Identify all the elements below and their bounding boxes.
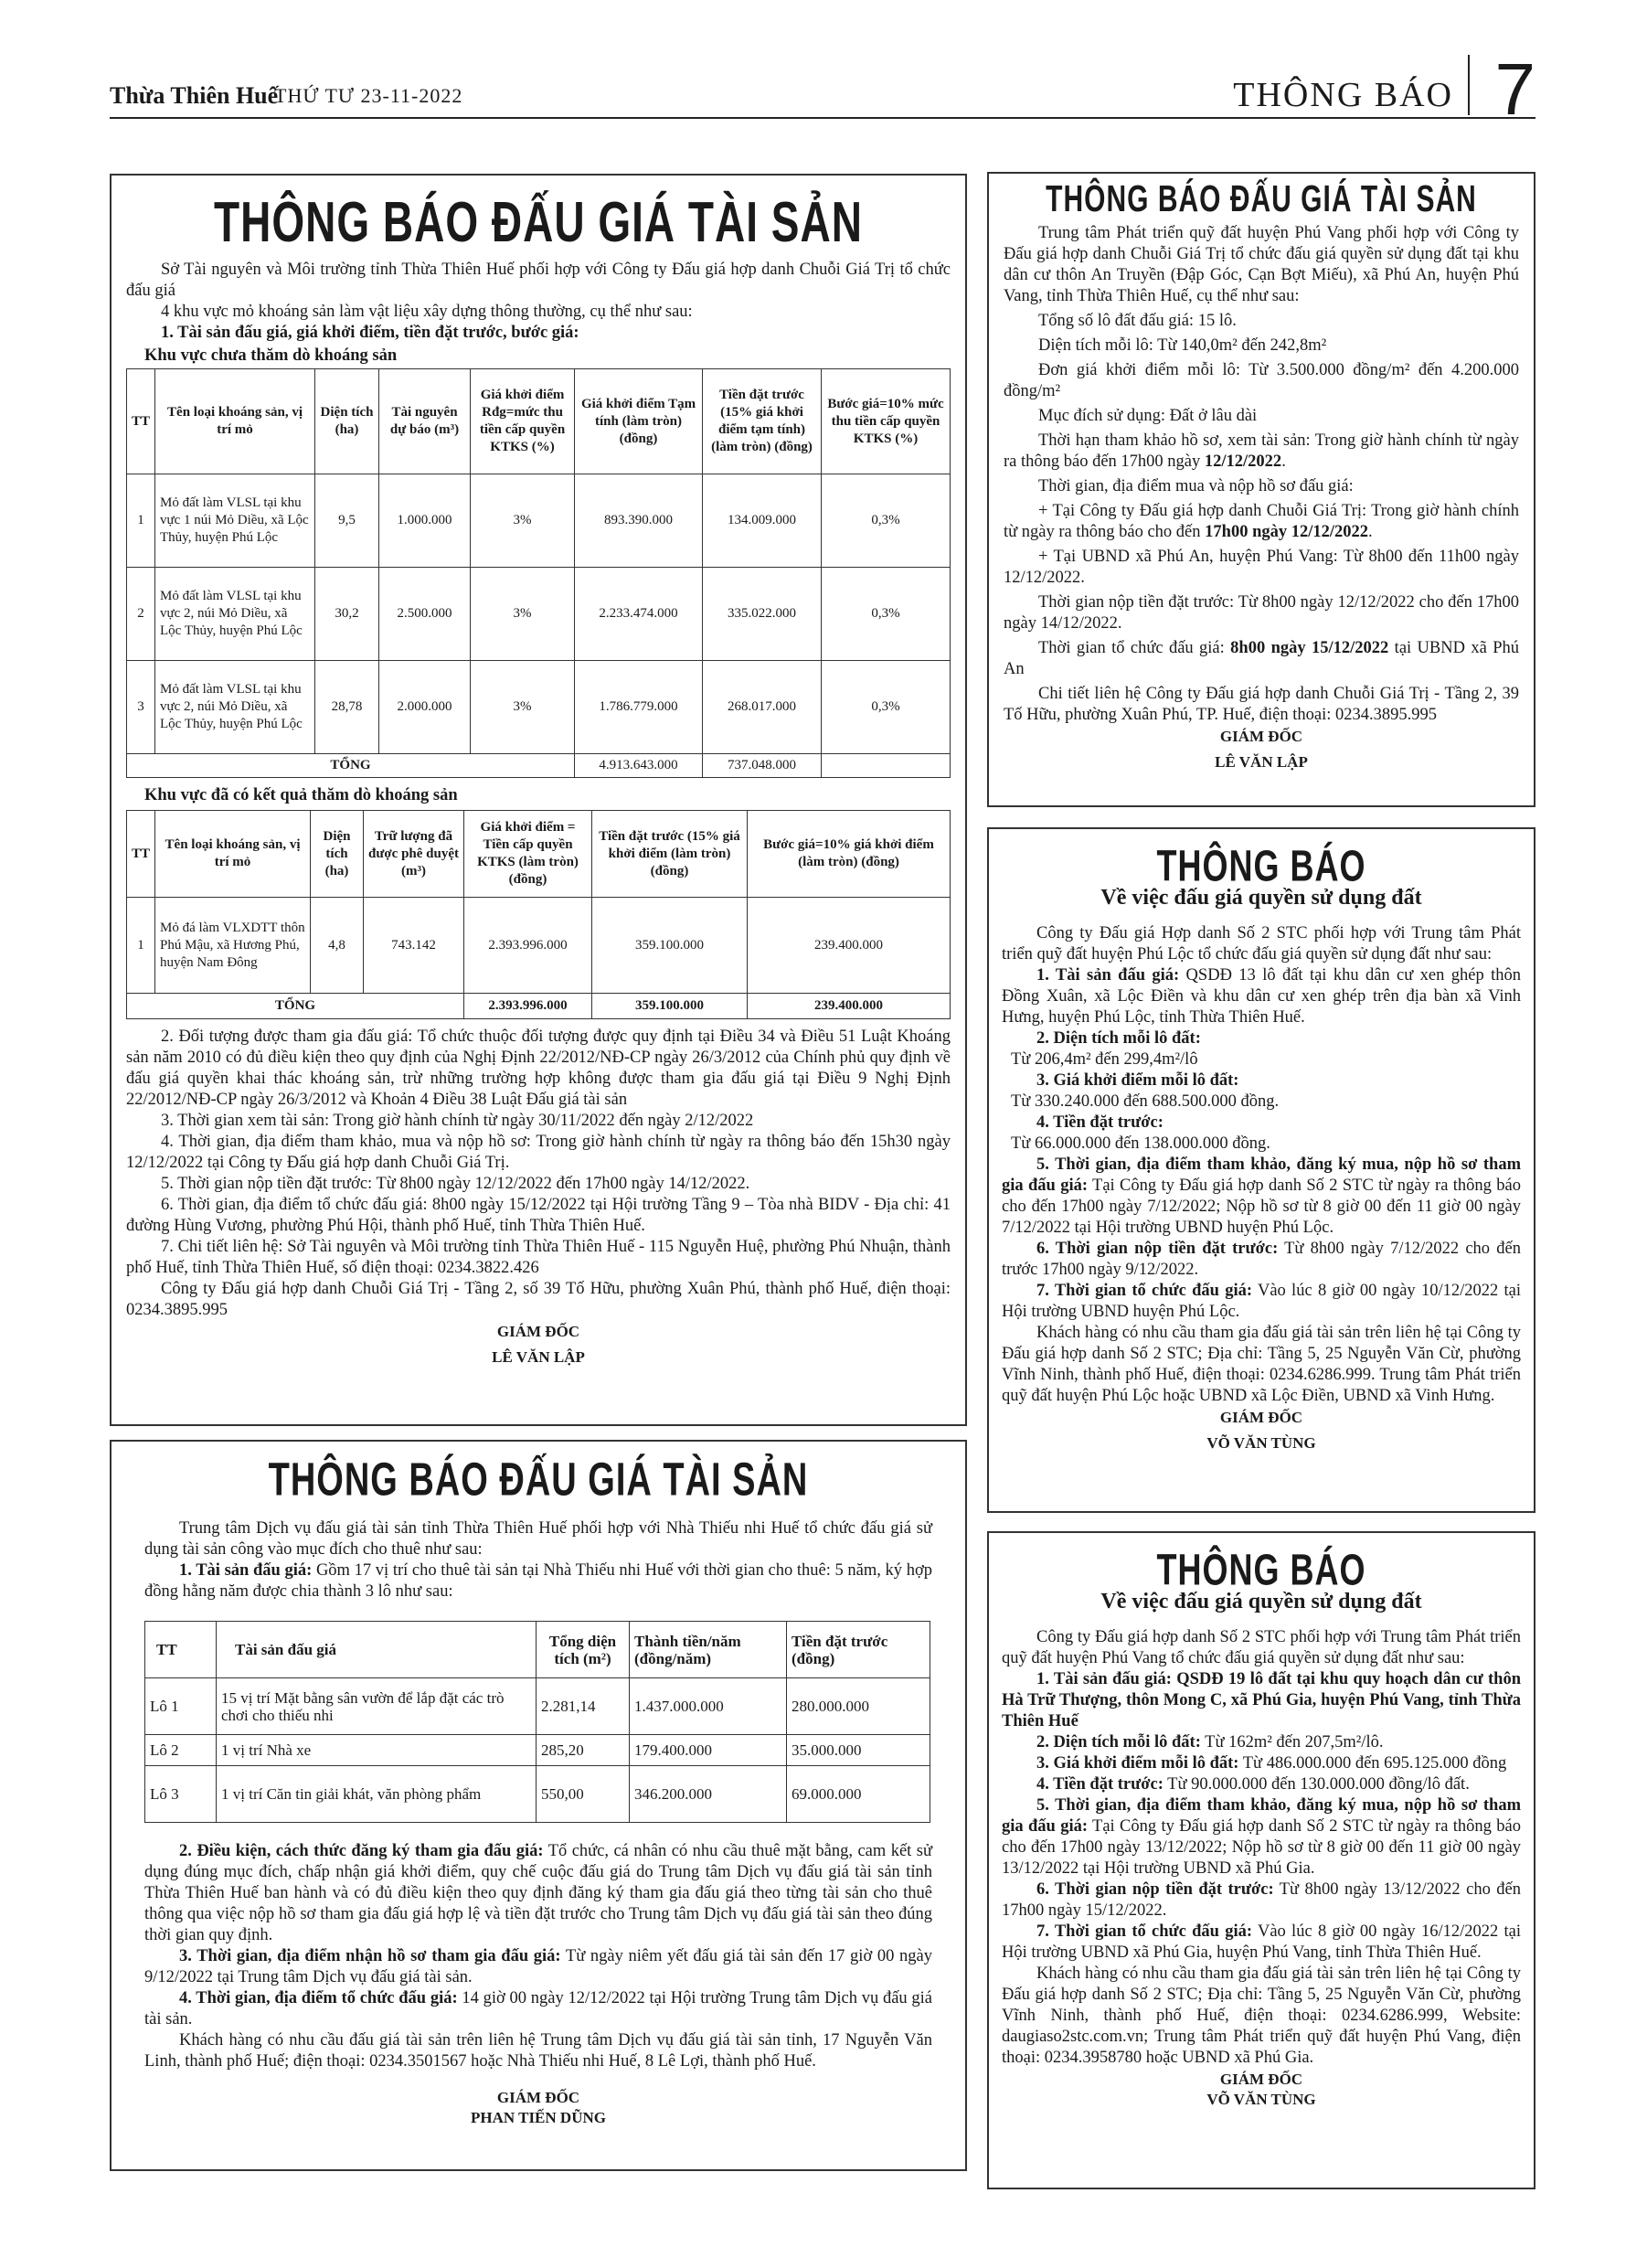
notice-rental-auction [110,1440,967,2171]
table-cell: 2.000.000 [379,661,471,754]
table-header: TT [145,1622,217,1678]
table-cell: Mỏ đá làm VLXDTT thôn Phú Mậu, xã Hương Phú, huyện Nam Đông [155,898,311,994]
table-header-row [127,369,951,474]
table-cell: 346.200.000 [630,1766,787,1823]
table-cell: 1 vị trí Căn tin giải khát, văn phòng phẩm [217,1766,537,1823]
notice-item [1002,1239,1521,1281]
table-cell: 30,2 [315,568,379,661]
item-label: 2. Điều kiện, cách thức đăng ký tham gia đấu giá: [179,1842,544,1860]
notice-intro: Trung tâm Phát triển quỹ đất huyện Phú Vang phối hợp với Công ty Đấu giá hợp danh Chuỗi Giá Trị tổ chức đấu giá quyền sử dụng đất tại khu dân cư thôn An Truyền (Đập Góc, Cạn Bợt Miếu), xã Phú An, huyện Phú Vang, tỉnh Thừa Thiên Huế, cụ thể như sau: [1004,224,1519,305]
notice-subtitle: Về việc đấu giá quyền sử dụng đất [1100,1590,1422,1613]
table-header: Bước giá=10% mức thu tiền cấp quyền KTKS (%) [822,369,951,474]
signature-role: GIÁM ĐỐC [496,1323,580,1340]
notice-mineral-auction [110,174,967,1426]
total-label: TỔNG [127,754,575,778]
total-label: TỔNG [127,994,464,1019]
table-cell: 1.437.000.000 [630,1678,787,1735]
signature-name: PHAN TIẾN DŨNG [471,2109,606,2126]
table-cell: 3 [127,661,155,754]
area-label-explored: Khu vực đã có kết quả thăm dò khoáng sản [144,786,458,804]
page-number: 7 [1494,48,1535,130]
notice-item [1002,1774,1521,1795]
explored-mine-table [126,810,951,1019]
table-header: Giá khởi điểm = Tiền cấp quyền KTKS (làm tròn) (đồng) [464,811,592,898]
item-label: 7. Thời gian tổ chức đấu giá: [1036,1922,1253,1941]
table-cell: Mỏ đất làm VLSL tại khu vực 2, núi Mỏ Diều, xã Lộc Thủy, huyện Phú Lộc [155,661,315,754]
text: + Tại Công ty Đấu giá hợp danh Chuỗi Giá Trị: Trong giờ hành chính từ ngày ra thông báo cho đến [1004,502,1519,541]
signature-role: GIÁM ĐỐC [1219,728,1303,745]
item-label: 4. Tiền đặt trước: [1036,1775,1164,1794]
table-header: Tên loại khoáng sản, vị trí mỏ [155,811,311,898]
text: . [1368,523,1373,541]
table-cell: 179.400.000 [630,1735,787,1766]
table-cell: 1.000.000 [379,474,471,568]
table-cell: 2.281,14 [537,1678,630,1735]
table-cell: 1.786.779.000 [575,661,703,754]
table-cell: 4,8 [311,898,364,994]
area-label-unexplored: Khu vực chưa thăm dò khoáng sản [144,346,398,365]
item-label: 7. Thời gian tổ chức đấu giá: [1036,1282,1253,1300]
table-header: Giá khởi điểm Tạm tính (làm tròn) (đồng) [575,369,703,474]
notice-paragraph: Đơn giá khởi điểm mỗi lô: Từ 3.500.000 đồng/m² đến 4.200.000 đồng/m² [1004,361,1519,400]
table-cell: Lô 2 [145,1735,217,1766]
table-header: Diện tích (ha) [315,369,379,474]
notice-contact: Khách hàng có nhu cầu tham gia đấu giá tài sản trên liên hệ tại Công ty Đấu giá hợp danh Số 2 STC; Địa chỉ: Tầng 5, 25 Nguyễn Văn Cừ, phường Vĩnh Ninh, thành phố Huế, điện thoại: 0234.6286.999, Website: daugiaso2stc.com.vn; Trung tâm Phát triển quỹ đất huyện Phú Vang, điện thoại: 0234.3958780 hoặc UBND xã Phú Gia. [1002,1965,1521,2067]
table-cell: Lô 1 [145,1678,217,1735]
signature-name: VÕ VĂN TÙNG [1206,1434,1316,1452]
table-header: Thành tiền/năm (đồng/năm) [630,1622,787,1678]
table-header: Tài nguyên dự báo (m³) [379,369,471,474]
table-cell: 35.000.000 [787,1735,930,1766]
signature-role: GIÁM ĐỐC [1219,2071,1303,2088]
table-cell: 3% [471,568,575,661]
notice-item [144,1946,932,1988]
notice-contact: Khách hàng có nhu cầu đấu giá tài sản trên liên hệ Trung tâm Dịch vụ đấu giá tài sản tỉnh, 17 Nguyễn Văn Linh, thành phố Huế; điện thoại: 0234.3501567 hoặc Nhà Thiếu nhi Huế, 8 Lê Lợi, thành phố Huế. [144,2031,932,2071]
notice-item [1002,1879,1521,1922]
paper-name: Thừa Thiên Huế [110,82,279,109]
table-header: TT [127,811,155,898]
item-text: Vào lúc 8 giờ 00 ngày 10/12/2022 tại Hội trường UBND huyện Phú Lộc. [1002,1282,1521,1321]
notice-intro: Trung tâm Dịch vụ đấu giá tài sản tỉnh Thừa Thiên Huế phối hợp với Nhà Thiếu nhi Huế tổ chức đấu giá sử dụng tài sản công vào mục đích cho thuê như sau: [144,1519,932,1559]
signature-name: VÕ VĂN TÙNG [1206,2091,1316,2108]
table-header: Tiền đặt trước (15% giá khởi điểm tạm tính) (làm tròn) (đồng) [703,369,822,474]
item-label: 3. Giá khởi điểm mỗi lô đất: [1036,1071,1239,1090]
notice-paragraph: Tổng số lô đất đấu giá: 15 lô. [1038,312,1237,330]
notice-paragraph [1004,431,1519,473]
notice-phu-an-land-auction [987,172,1535,807]
notice-item [1002,1753,1521,1774]
table-row [127,568,951,661]
notice-paragraph: Thời gian nộp tiền đặt trước: Từ 8h00 ngày 12/12/2022 cho đến 17h00 ngày 14/12/2022. [1004,593,1519,633]
item-text: QSDĐ 13 lô đất tại khu dân cư xen ghép thôn Đồng Xuân, xã Lộc Điền và khu dân cư xen ghép trên địa bàn xã Vinh Hưng, huyện Phú Lộc, tỉnh Thừa Thiên Huế. [1002,966,1521,1027]
item-text: Tại Công ty Đấu giá hợp danh Số 2 STC từ ngày ra thông báo cho đến 17h00 ngày 7/12/2022; Nộp hồ sơ từ 8 giờ 00 đến 11 giờ 00 ngày 7/12/2022 tại Hội trường UBND huyện Phú Lộc. [1002,1177,1521,1237]
notice-item: 2. Đối tượng được tham gia đấu giá: Tổ chức thuộc đối tượng được quy định tại Điều 34 và Điều 51 Luật Khoáng sản năm 2010 có đủ điều kiện theo quy định của Nghị Định 22/2012/NĐ-CP ngày 26/3/2012 của Chính phủ quy định về đấu giá quyền khai thác khoáng sản, trừ những trường hợp không được tham gia đấu giá tại Điều 9 Nghị Định 22/2012/NĐ-CP ngày 26/3/2012 và Khoản 4 Điều 38 Luật Đấu giá tài sản [126,1028,951,1109]
table-header: Tiền đặt trước (15% giá khởi điểm (làm tròn) (đồng) [592,811,748,898]
table-header: Bước giá=10% giá khởi điểm (làm tròn) (đồng) [748,811,951,898]
table-header: TT [127,369,155,474]
table-cell: 335.022.000 [703,568,822,661]
signature-role: GIÁM ĐỐC [496,2089,580,2106]
item-label: 1. Tài sản đấu giá: QSDĐ 19 lô đất tại khu quy hoạch dân cư thôn Hà Trữ Thượng, thôn Mong C, xã Phú Gia, huyện Phú Vang, tỉnh Thừa Thiên Huế [1002,1670,1521,1730]
rental-lots-table [144,1621,930,1823]
table-cell: 1 [127,474,155,568]
table-row [127,474,951,568]
item-label: 5. Thời gian, địa điểm tham khảo, đăng ký mua, nộp hồ sơ tham gia đấu giá: [1002,1796,1521,1836]
item-text: Tại Công ty Đấu giá hợp danh Số 2 STC từ ngày ra thông báo cho đến 17h00 ngày 13/12/2022; Nộp hồ sơ từ 8 giờ 00 đến 11 giờ 00 ngày 13/12/2022 tại Hội trường UBND xã Phú Gia. [1002,1817,1521,1878]
text-bold: 8h00 ngày 15/12/2022 [1230,639,1389,657]
item-text: Từ 206,4m² đến 299,4m²/lô [1011,1050,1198,1069]
total-start-price: 2.393.996.000 [464,994,592,1019]
table-cell: 1 [127,898,155,994]
table-cell: 743.142 [364,898,464,994]
table-cell: 2 [127,568,155,661]
text: Thời gian tổ chức đấu giá: [1038,639,1231,657]
item-label: 3. Giá khởi điểm mỗi lô đất: [1036,1754,1239,1773]
notice-item [144,1841,932,1946]
unexplored-mines-table [126,368,951,778]
item-text: Từ ngày niêm yết đấu giá tài sản đến 17 giờ 00 ngày 9/12/2022 tại Trung tâm Dịch vụ đấu giá tài sản. [144,1947,933,1986]
notice-intro: Công ty Đấu giá hợp danh Số 2 STC phối hợp với Trung tâm Phát triển quỹ đất huyện Phú Vang tổ chức đấu giá quyền sử dụng đất như sau: [1002,1628,1521,1667]
table-header: Giá khởi điểm Rđg=mức thu tiền cấp quyền KTKS (%) [471,369,575,474]
table-row [127,661,951,754]
table-cell: 239.400.000 [748,898,951,994]
notice-item [1002,965,1521,1028]
notice-phu-loc-land-auction [987,827,1535,1513]
notice-title: THÔNG BÁO ĐẤU GIÁ TÀI SẢN [214,189,863,254]
table-header: Tên loại khoáng sản, vị trí mỏ [155,369,315,474]
notice-item [1002,1155,1521,1239]
notice-subtitle: Về việc đấu giá quyền sử dụng đất [1100,886,1422,910]
notice-paragraph: Mục đích sử dụng: Đất ở lâu dài [1038,407,1258,425]
masthead [110,48,1535,130]
table-header: Tiền đặt trước (đồng) [787,1622,930,1678]
table-cell: 134.009.000 [703,474,822,568]
table-header: Tổng diện tích (m²) [537,1622,630,1678]
item-text: Từ 8h00 ngày 7/12/2022 cho đến trước 17h00 ngày 9/12/2022. [1002,1240,1521,1279]
table-cell [822,754,951,778]
item-text: Từ 330.240.000 đến 688.500.000 đồng. [1011,1092,1280,1111]
table-cell: 2.500.000 [379,568,471,661]
notice-paragraph: Thời gian, địa điểm mua và nộp hồ sơ đấu giá: [1038,477,1354,495]
table-cell: 280.000.000 [787,1678,930,1735]
table-cell: 550,00 [537,1766,630,1823]
item-label: 3. Thời gian, địa điểm nhận hồ sơ tham gia đấu giá: [179,1947,561,1965]
table-cell: 2.393.996.000 [464,898,592,994]
item-text: Vào lúc 8 giờ 00 ngày 16/12/2022 tại Hội trường UBND xã Phú Gia, huyện Phú Vang, tỉnh Thừa Thiên Huế. [1002,1922,1521,1962]
item-text: Từ 90.000.000 đến 130.000.000 đồng/lô đất. [1163,1775,1470,1794]
notice-title: THÔNG BÁO ĐẤU GIÁ TÀI SẢN [1046,179,1477,220]
notice-item: 7. Chi tiết liên hệ: Sở Tài nguyên và Môi trường tỉnh Thừa Thiên Huế - 115 Nguyễn Huệ, phường Phú Nhuận, thành phố Huế, tỉnh Thừa Thiên Huế, số điện thoại: 0234.3822.426 [126,1238,951,1277]
table-total-row [127,754,951,778]
notice-item: 6. Thời gian, địa điểm tổ chức đấu giá: 8h00 ngày 15/12/2022 tại Hội trường Tầng 9 – Tòa nhà BIDV - Địa chỉ: 41 đường Hùng Vương, phường Phú Hội, thành phố Huế, tỉnh Thừa Thiên Huế. [126,1196,951,1235]
item-text: Gồm 17 vị trí cho thuê tài sản tại Nhà Thiếu nhi Huế với thời gian cho thuê: 5 năm, ký hợp đồng hằng năm được chia thành 3 lô như sau: [144,1561,932,1601]
item-text: Từ 486.000.000 đến 695.125.000 đồng [1238,1754,1507,1773]
table-cell: 9,5 [315,474,379,568]
total-start-price: 4.913.643.000 [575,754,703,778]
item-text: Từ 66.000.000 đến 138.000.000 đồng. [1011,1134,1270,1153]
notice-item [1002,1732,1521,1753]
table-total-row [127,994,951,1019]
total-deposit: 737.048.000 [703,754,822,778]
issue-date: THỨ TƯ 23-11-2022 [274,84,463,107]
table-cell: 0,3% [822,661,951,754]
table-cell: 0,3% [822,474,951,568]
signature-role: GIÁM ĐỐC [1219,1409,1303,1426]
table-cell: 285,20 [537,1735,630,1766]
notice-paragraph [1004,501,1519,543]
table-row [145,1735,930,1766]
table-cell: 0,3% [822,568,951,661]
item-text: Từ 162m² đến 207,5m²/lô. [1200,1733,1384,1752]
item-label: 6. Thời gian nộp tiền đặt trước: [1036,1240,1279,1258]
table-cell: Lô 3 [145,1766,217,1823]
notice-contact: Chi tiết liên hệ Công ty Đấu giá hợp danh Chuỗi Giá Trị - Tầng 2, 39 Tố Hữu, phường Xuân Phú, TP. Huế, điện thoại: 0234.3895.995 [1004,685,1519,724]
table-cell: 893.390.000 [575,474,703,568]
notice-paragraph: + Tại UBND xã Phú An, huyện Phú Vang: Từ 8h00 đến 11h00 ngày 12/12/2022. [1004,548,1519,587]
notice-item [144,1560,932,1603]
notice-item: 5. Thời gian nộp tiền đặt trước: Từ 8h00 ngày 12/12/2022 đến 17h00 ngày 14/12/2022. [161,1175,750,1193]
table-header-row [127,811,951,898]
item-text: 14 giờ 00 ngày 12/12/2022 tại Hội trường Trung tâm Dịch vụ đấu giá tài sản. [144,1989,933,2028]
masthead-divider [1468,55,1470,115]
item-label: 4. Tiền đặt trước: [1036,1113,1164,1132]
section-label: 1. Tài sản đấu giá, giá khởi điểm, tiền đặt trước, bước giá: [161,324,579,342]
notice-item [1002,1922,1521,1964]
text-bold: 17h00 ngày 12/12/2022 [1205,523,1369,541]
notice-paragraph [1004,638,1519,680]
table-header-row [145,1622,930,1678]
item-label: 1. Tài sản đấu giá: [1036,966,1180,985]
text: . [1281,453,1286,471]
table-cell: 359.100.000 [592,898,748,994]
item-label: 2. Diện tích mỗi lô đất: [1036,1733,1201,1752]
total-bid-step: 239.400.000 [748,994,951,1019]
notice-paragraph: Diện tích mỗi lô: Từ 140,0m² đến 242,8m² [1038,336,1327,355]
table-cell: 15 vị trí Mặt bằng sân vườn để lắp đặt các trò chơi cho thiếu nhi [217,1678,537,1735]
notice-item [1002,1281,1521,1323]
notice-intro: Công ty Đấu giá Hợp danh Số 2 STC phối hợp với Trung tâm Phát triển quỹ đất huyện Phú Lộc tổ chức đấu giá quyền sử dụng đất như sau: [1002,924,1521,964]
notice-intro: Sở Tài nguyên và Môi trường tỉnh Thừa Thiên Huế phối hợp với Công ty Đấu giá hợp danh Chuỗi Giá Trị tổ chức đấu giá [126,261,951,300]
table-cell: 3% [471,474,575,568]
notice-title: THÔNG BÁO ĐẤU GIÁ TÀI SẢN [268,1454,809,1507]
notice-item: Công ty Đấu giá hợp danh Chuỗi Giá Trị - Tầng 2, số 39 Tố Hữu, phường Xuân Phú, thành phố Huế, điện thoại: 0234.3895.995 [126,1280,951,1319]
table-cell: 3% [471,661,575,754]
table-header: Tài sản đấu giá [217,1622,537,1678]
table-cell: 69.000.000 [787,1766,930,1823]
item-text: Tổ chức, cá nhân có nhu cầu thuê mặt bằng, cam kết sử dụng đúng mục đích, chấp nhận giá khởi điểm, quy chế cuộc đấu giá do Trung tâm Dịch vụ đấu giá tài sản tỉnh Thừa Thiên Huế ban hành và có đủ điều kiện theo quy định đăng ký tham gia đấu giá theo từng tài sản cho thuê thông qua việc nộp hồ sơ tham gia đấu giá hợp lệ và tiền đặt trước cho Trung tâm Dịch vụ đấu giá tài sản theo đúng thời gian quy định. [144,1842,932,1944]
notice-items [126,1027,951,1321]
section-title: THÔNG BÁO [1233,76,1453,114]
table-row [127,898,951,994]
notice-phu-gia-land-auction [987,1531,1535,2189]
notice-item [144,1988,932,2030]
notice-item [1002,1795,1521,1879]
total-deposit: 359.100.000 [592,994,748,1019]
item-label: 6. Thời gian nộp tiền đặt trước: [1036,1880,1274,1899]
table-header: Trữ lượng đã được phê duyệt (m³) [364,811,464,898]
item-label: 5. Thời gian, địa điểm tham khảo, đăng ký mua, nộp hồ sơ tham gia đấu giá: [1002,1155,1521,1195]
table-cell: Mỏ đất làm VLSL tại khu vực 2, núi Mỏ Diều, xã Lộc Thủy, huyện Phú Lộc [155,568,315,661]
text-bold: 12/12/2022 [1204,453,1282,471]
table-cell: 1 vị trí Nhà xe [217,1735,537,1766]
table-header: Diện tích (ha) [311,811,364,898]
notice-contact: Khách hàng có nhu cầu tham gia đấu giá tài sản trên liên hệ tại Công ty Đấu giá hợp danh Số 2 STC; Địa chỉ: Tầng 5, 25 Nguyễn Văn Cừ, phường Vĩnh Ninh, thành phố Huế, điện thoại: 0234.6286.999. Trung tâm Phát triển quỹ đất huyện Phú Lộc hoặc UBND xã Lộc Điền, UBND xã Vinh Hưng. [1002,1324,1521,1405]
table-cell: 268.017.000 [703,661,822,754]
signature-name: LÊ VĂN LẬP [1215,753,1308,771]
item-label: 2. Diện tích mỗi lô đất: [1036,1029,1201,1048]
notice-title: THÔNG BÁO [1156,1544,1366,1595]
table-cell: Mỏ đất làm VLSL tại khu vực 1 núi Mỏ Diều, xã Lộc Thủy, huyện Phú Lộc [155,474,315,568]
notice-intro-2: 4 khu vực mỏ khoáng sản làm vật liệu xây dựng thông thường, cụ thể như sau: [161,303,693,321]
notice-title: THÔNG BÁO [1156,840,1366,891]
table-row [145,1766,930,1823]
item-label: 1. Tài sản đấu giá: [179,1561,313,1580]
text: tại UBND xã Phú An [1004,639,1519,678]
item-text: Từ 8h00 ngày 13/12/2022 cho đến 17h00 ngày 15/12/2022. [1002,1880,1521,1920]
notice-item: 4. Thời gian, địa điểm tham khảo, mua và nộp hồ sơ: Trong giờ hành chính từ ngày ra thông báo đến 15h30 ngày 12/12/2022 tại Công ty Đấu giá hợp danh Chuỗi Giá Trị. [126,1133,951,1172]
table-cell: 2.233.474.000 [575,568,703,661]
text: Thời hạn tham khảo hồ sơ, xem tài sản: Trong giờ hành chính từ ngày ra thông báo đến 17h00 ngày [1004,431,1519,471]
signature-name: LÊ VĂN LẬP [492,1348,585,1366]
table-row [145,1678,930,1735]
item-label: 4. Thời gian, địa điểm tổ chức đấu giá: [179,1989,458,2007]
notice-item: 3. Thời gian xem tài sản: Trong giờ hành chính từ ngày 30/11/2022 đến ngày 2/12/2022 [161,1112,754,1130]
table-cell: 28,78 [315,661,379,754]
